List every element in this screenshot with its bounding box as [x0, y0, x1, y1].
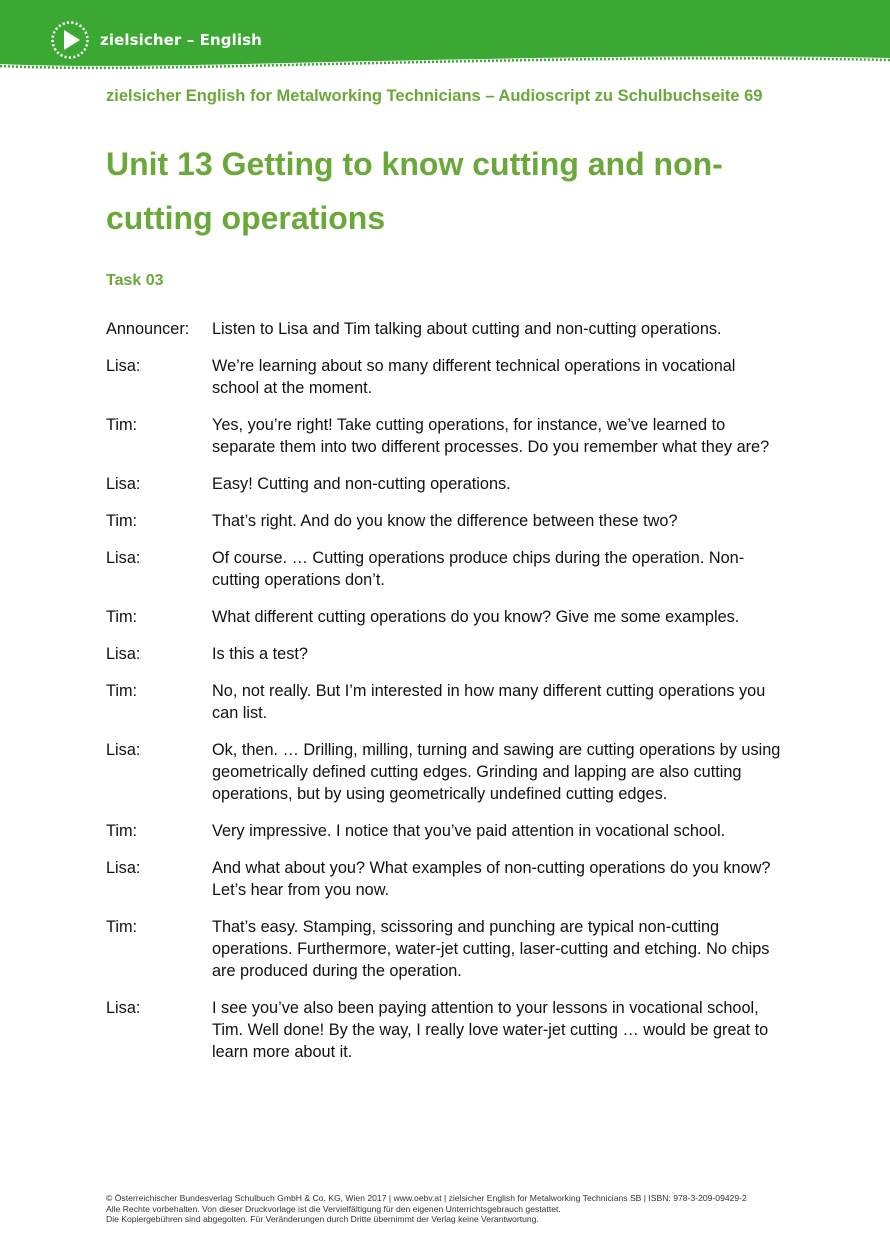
task-label: Task 03 [106, 272, 164, 289]
dialogue-line [106, 318, 786, 340]
speech-text: Easy! Cutting and non-cutting operations. [212, 475, 511, 493]
speaker-name: Announcer: [106, 320, 190, 338]
speech-text: Is this a test? [212, 645, 308, 663]
dialogue-line [106, 916, 786, 982]
speaker-name: Tim: [106, 822, 138, 840]
dialogue-line [106, 857, 786, 901]
speech-text: Very impressive. I notice that you’ve paid attention in vocational school. [212, 822, 726, 840]
dialogue-line [106, 414, 786, 458]
speech-text: Of course. … Cutting operations produce chips during the operation. Non-cutting operations don’t. [212, 549, 745, 589]
footer [106, 1193, 796, 1225]
dialogue-line [106, 643, 786, 665]
dialogue-line [106, 680, 786, 724]
speaker-name: Lisa: [106, 999, 141, 1017]
dialogue-line [106, 997, 786, 1063]
speech-text: Listen to Lisa and Tim talking about cutting and non-cutting operations. [212, 320, 722, 338]
speaker-name: Lisa: [106, 645, 141, 663]
dialogue-line [106, 739, 786, 805]
footer-fees: Die Kopiergebühren sind abgegolten. Für Veränderungen durch Dritte übernimmt der Verlag keine Verantwortung. [106, 1214, 539, 1224]
speaker-name: Tim: [106, 416, 138, 434]
dialogue-line [106, 510, 786, 532]
speaker-name: Lisa: [106, 357, 141, 375]
dialogue-line [106, 820, 786, 842]
speech-text: Yes, you’re right! Take cutting operations, for instance, we’ve learned to separate them into two different processes. Do you remember what they are? [212, 416, 770, 456]
speaker-name: Tim: [106, 682, 138, 700]
speaker-name: Lisa: [106, 741, 141, 759]
dialogue-line [106, 473, 786, 495]
speech-text: That’s easy. Stamping, scissoring and punching are typical non-cutting operations. Furthermore, water-jet cutting, laser-cutting and etching. No chips are produced during the operation. [212, 918, 770, 980]
speaker-name: Tim: [106, 512, 138, 530]
footer-rights: Alle Rechte vorbehalten. Von dieser Druckvorlage ist die Vervielfältigung für den eigenen Unterrichtsgebrauch gestattet. [106, 1203, 561, 1214]
speaker-name: Lisa: [106, 859, 141, 877]
page-title: Unit 13 Getting to know cutting and non-cutting operations [106, 146, 723, 236]
speech-text: And what about you? What examples of non-cutting operations do you know? Let’s hear from you now. [212, 859, 771, 899]
speech-text: No, not really. But I’m interested in how many different cutting operations you can list. [212, 682, 766, 722]
speaker-name: Lisa: [106, 549, 141, 567]
dialogue-line [106, 547, 786, 591]
dialogue [106, 318, 786, 1078]
dialogue-line [106, 606, 786, 628]
speaker-name: Tim: [106, 918, 138, 936]
speaker-name: Tim: [106, 608, 138, 626]
speaker-name: Lisa: [106, 475, 141, 493]
dialogue-line [106, 355, 786, 399]
speech-text: What different cutting operations do you know? Give me some examples. [212, 608, 740, 626]
footer-copyright: © Österreichischer Bundesverlag Schulbuch GmbH & Co. KG, Wien 2017 | www.oebv.at | zielsicher English for Metalworking Technicians SB | ISBN: 978-3-209-09429-2 [106, 1193, 747, 1203]
speech-text: Ok, then. … Drilling, milling, turning and sawing are cutting operations by using geometrically defined cutting edges. Grinding and lapping are also cutting operations, but by using geometrically undefined cutting edges. [212, 741, 781, 803]
speech-text: I see you’ve also been paying attention to your lessons in vocational school, Tim. Well done! By the way, I really love water-jet cutting … would be great to learn more about it. [212, 999, 769, 1061]
document-header: zielsicher English for Metalworking Technicians – Audioscript zu Schulbuchseite 69 [106, 87, 763, 105]
speech-text: That’s right. And do you know the difference between these two? [212, 512, 678, 530]
logo-text: zielsicher – English [100, 31, 262, 49]
speech-text: We’re learning about so many different technical operations in vocational school at the moment. [212, 357, 736, 397]
